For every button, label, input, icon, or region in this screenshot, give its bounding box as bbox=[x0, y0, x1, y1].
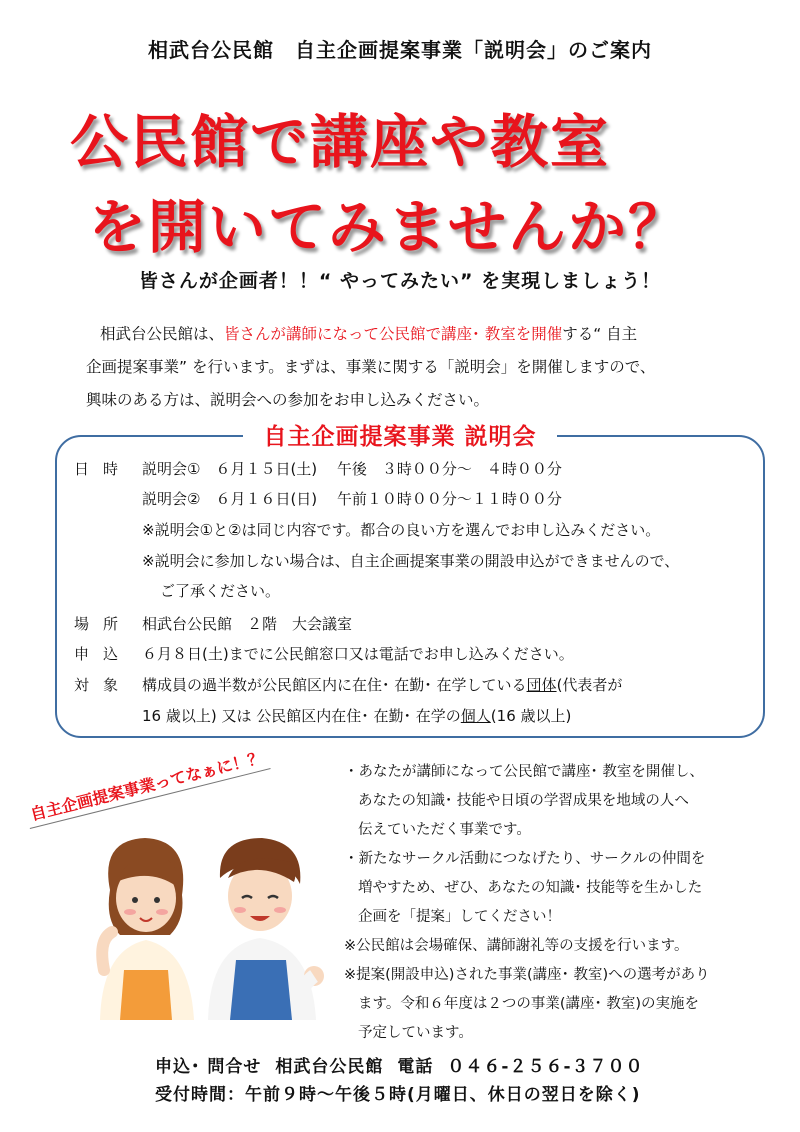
bullet-line: 増やすため、ぜひ、あなたの知識･ 技能等を生かした bbox=[358, 880, 703, 896]
bullet-line: ※提案(開設申込)された事業(講座･ 教室)への選考があり bbox=[344, 967, 710, 983]
bullet-line: ・新たなサークル活動につなげたり、サークルの仲間を bbox=[344, 851, 706, 867]
date-label: 日時 bbox=[74, 460, 133, 478]
intro-line3: 興味のある方は、説明会への参加をお申し込みください。 bbox=[86, 391, 490, 409]
info-row-note2 bbox=[74, 550, 679, 571]
bullet-line: 企画を「提案」してください！ bbox=[358, 909, 561, 925]
intro-line2: 企画提案事業” を行います。まずは、事業に関する「説明会」を開催しますので、 bbox=[86, 358, 656, 376]
phone-number: ０４６-２５６-３７００ bbox=[447, 1057, 644, 1077]
info-row-session2 bbox=[74, 488, 562, 509]
info-title-text: 自主企画提案事業 説明会 bbox=[243, 418, 556, 451]
apply-text: ６月８日(土)までに公民館窓口又は電話でお申し込みください。 bbox=[142, 645, 574, 663]
two-people-illustration bbox=[90, 820, 330, 1020]
info-row-apply bbox=[74, 643, 574, 664]
intro-text: 相武台公民館は、 bbox=[100, 325, 225, 343]
intro-paragraph bbox=[86, 318, 750, 417]
apply-label: 申込 bbox=[74, 645, 133, 663]
intro-text: する“ 自主 bbox=[562, 325, 638, 343]
target-label: 対象 bbox=[74, 676, 133, 694]
session1-text: 説明会① ６月１５日(土) 午後 ３時００分～ ４時００分 bbox=[142, 460, 562, 478]
intro-line1 bbox=[100, 318, 750, 351]
phone-label: 電話 bbox=[397, 1057, 434, 1077]
tagline: 皆さんが企画者！！“ やってみたい” を実現しましょう！ bbox=[138, 270, 662, 292]
footer-contact bbox=[155, 1052, 644, 1077]
note2b-text: ご了承ください。 bbox=[160, 582, 281, 600]
bullet-line: 予定しています。 bbox=[358, 1025, 473, 1041]
info-title bbox=[0, 418, 800, 451]
place-text: 相武台公民館 ２階 大会議室 bbox=[142, 615, 353, 633]
session2-text: 説明会② ６月１６日(日) 午前１０時００分～１１時００分 bbox=[142, 490, 562, 508]
info-row-date bbox=[74, 458, 562, 479]
callout-text: 自主企画提案事業ってなぁに！？ bbox=[24, 744, 271, 829]
bullet-line: ・あなたが講師になって公民館で講座･ 教室を開催し、 bbox=[344, 764, 704, 780]
intro-highlight: 皆さんが講師になって公民館で講座･ 教室を開催 bbox=[224, 325, 563, 343]
info-row-target bbox=[74, 674, 622, 695]
headline-line1: 公民館で講座や教室 bbox=[70, 108, 611, 176]
bullet-line: ※公民館は会場確保、講師謝礼等の支援を行います。 bbox=[344, 938, 689, 954]
note2-text: ※説明会に参加しない場合は、自主企画提案事業の開設申込ができませんので、 bbox=[142, 552, 680, 570]
footer-hours: 受付時間：午前９時～午後５時(月曜日、休日の翌日を除く) bbox=[155, 1085, 641, 1105]
contact-org: 相武台公民館 bbox=[275, 1057, 384, 1077]
info-row-note1 bbox=[74, 519, 660, 540]
place-label: 場所 bbox=[74, 615, 133, 633]
info-row-place bbox=[74, 613, 352, 634]
document-header: 相武台公民館 自主企画提案事業「説明会」のご案内 bbox=[148, 38, 652, 62]
bullet-line: ます。令和６年度は２つの事業(講座･ 教室)の実施を bbox=[358, 996, 700, 1012]
contact-label: 申込･ 問合せ bbox=[155, 1057, 262, 1077]
callout-bubble bbox=[24, 744, 271, 829]
description-list bbox=[344, 758, 784, 1048]
bullet-line: 伝えていただく事業です。 bbox=[358, 822, 531, 838]
target-text-b: 16 歳以上) 又は 公民館区内在住･ 在勤･ 在学の個人(16 歳以上) bbox=[142, 707, 572, 725]
info-row-target2 bbox=[74, 705, 571, 726]
headline-line2: を開いてみませんか？ bbox=[88, 193, 689, 261]
info-row-note2b bbox=[74, 580, 280, 601]
note1-text: ※説明会①と②は同じ内容です。都合の良い方を選んでお申し込みください。 bbox=[142, 521, 661, 539]
bullet-line: あなたの知識･ 技能や日頃の学習成果を地域の人へ bbox=[358, 793, 689, 809]
target-text-a: 構成員の過半数が公民館区内に在住･ 在勤･ 在学している団体(代表者が bbox=[142, 676, 623, 694]
